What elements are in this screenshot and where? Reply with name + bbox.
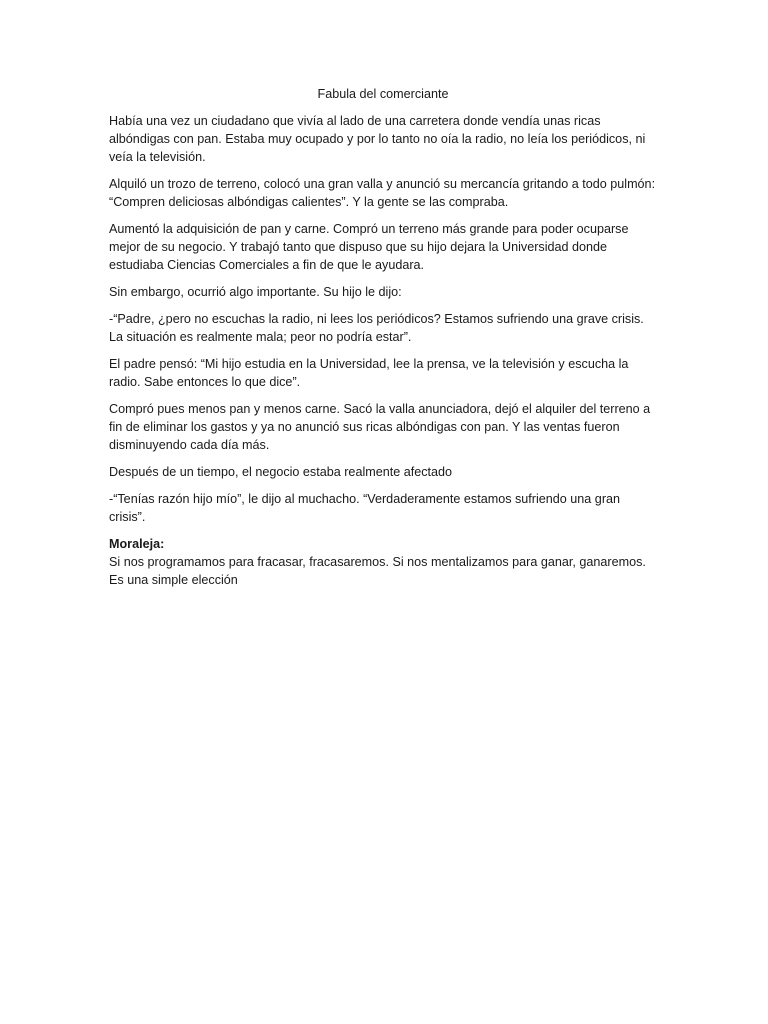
paragraph-3: Aumentó la adquisición de pan y carne. Compró un terreno más grande para poder ocuparse mejor de su negocio. Y trabajó tanto que dispuso que su hijo dejara la Universidad donde estudiaba Ciencias Comerciales a fin de que le ayudara. (109, 222, 629, 272)
document-title: Fabula del comerciante (317, 87, 449, 101)
paragraph-1: Había una vez un ciudadano que vivía al lado de una carretera donde vendía unas ricas albóndigas con pan. Estaba muy ocupado y por lo tanto no oía la radio, no leía los periódicos, ni veía la televisión. (109, 114, 646, 164)
paragraph-5: -“Padre, ¿pero no escuchas la radio, ni lees los periódicos? Estamos sufriendo una grave crisis. La situación es realmente mala; peor no podría estar”. (109, 312, 644, 344)
paragraph-6: El padre pensó: “Mi hijo estudia en la Universidad, lee la prensa, ve la televisión y escucha la radio. Sabe entonces lo que dice”. (109, 357, 629, 389)
moraleja-line-2: Es una simple elección (109, 573, 238, 587)
document-body (109, 85, 657, 589)
moraleja-section (109, 535, 657, 589)
paragraph-2: Alquiló un trozo de terreno, colocó una gran valla y anunció su mercancía gritando a todo pulmón: “Compren deliciosas albóndigas calientes”. Y la gente se las compraba. (109, 177, 656, 209)
paragraph-4: Sin embargo, ocurrió algo importante. Su hijo le dijo: (109, 285, 402, 299)
moraleja-line-1: Si nos programamos para fracasar, fracasaremos. Si nos mentalizamos para ganar, ganaremos. (109, 555, 646, 569)
paragraph-9: -“Tenías razón hijo mío”, le dijo al muchacho. “Verdaderamente estamos sufriendo una gran crisis”. (109, 492, 621, 524)
paragraph-7: Compró pues menos pan y menos carne. Sacó la valla anunciadora, dejó el alquiler del terreno a fin de eliminar los gastos y ya no anunció sus ricas albóndigas con pan. Y las ventas fueron disminuyendo cada día más. (109, 402, 651, 452)
paragraph-8: Después de un tiempo, el negocio estaba realmente afectado (109, 465, 453, 479)
moraleja-heading: Moraleja: (109, 537, 165, 551)
